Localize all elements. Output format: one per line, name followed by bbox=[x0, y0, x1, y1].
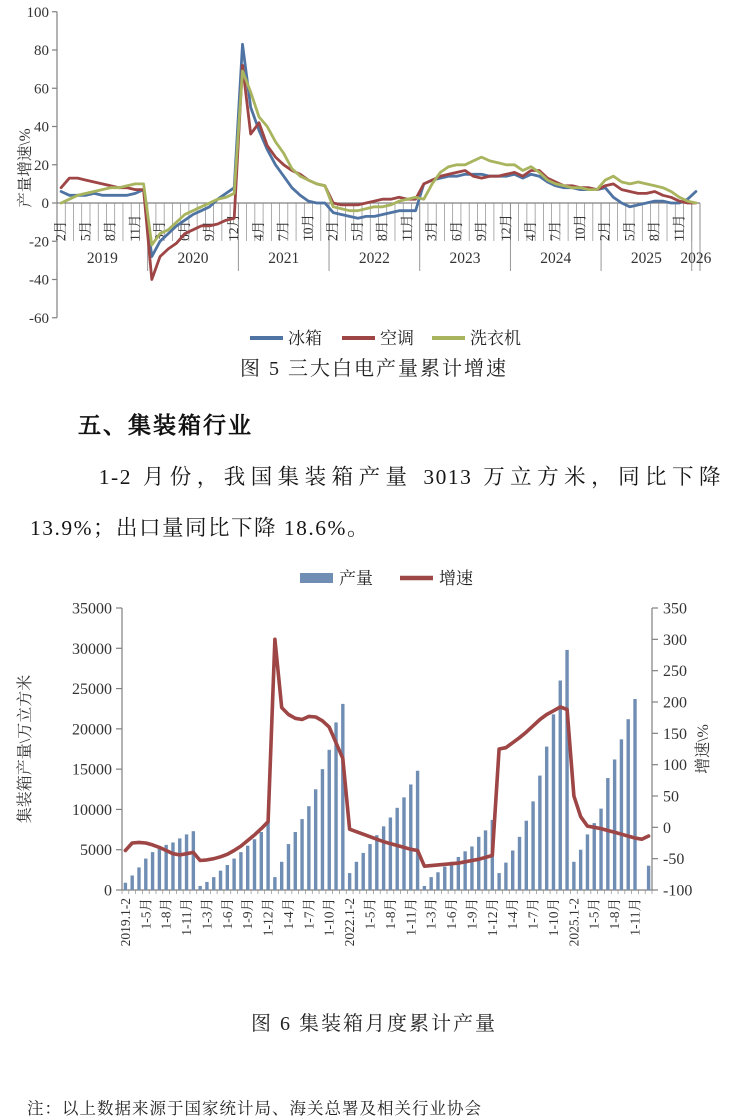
container-production-chart bbox=[0, 560, 748, 1005]
svg-text:0: 0 bbox=[663, 819, 671, 837]
svg-text:25000: 25000 bbox=[72, 681, 112, 699]
svg-text:0: 0 bbox=[41, 196, 49, 212]
svg-text:11月: 11月 bbox=[127, 214, 143, 241]
svg-text:产量增速\%: 产量增速\% bbox=[17, 128, 34, 208]
fig5-y-axis-title bbox=[16, 128, 34, 207]
svg-text:增速: 增速 bbox=[439, 569, 473, 588]
svg-text:9月: 9月 bbox=[201, 220, 217, 241]
svg-text:1-7月: 1-7月 bbox=[301, 898, 317, 930]
svg-text:1-3月: 1-3月 bbox=[423, 898, 439, 930]
svg-text:2020: 2020 bbox=[177, 250, 209, 267]
svg-text:8月: 8月 bbox=[646, 220, 662, 241]
svg-text:60: 60 bbox=[34, 81, 49, 98]
svg-text:0: 0 bbox=[104, 882, 112, 900]
svg-text:250: 250 bbox=[663, 663, 687, 681]
svg-text:-20: -20 bbox=[29, 234, 49, 251]
body-paragraph: 1-2 月份，我国集装箱产量 3013 万立方米，同比下降 13.9%；出口量同比下降 18.6%。 bbox=[30, 465, 722, 540]
svg-text:产量: 产量 bbox=[339, 569, 373, 588]
svg-text:8月: 8月 bbox=[374, 220, 390, 241]
svg-text:12月: 12月 bbox=[498, 214, 514, 241]
source-note: 注：以上数据来源于国家统计局、海关总署及相关行业协会 bbox=[27, 1099, 482, 1118]
svg-text:6月: 6月 bbox=[448, 220, 464, 241]
svg-text:3月: 3月 bbox=[424, 220, 440, 241]
svg-text:100: 100 bbox=[26, 4, 49, 21]
svg-text:5000: 5000 bbox=[80, 842, 112, 860]
svg-text:1-5月: 1-5月 bbox=[138, 898, 154, 930]
svg-text:1-12月: 1-12月 bbox=[484, 898, 500, 937]
svg-text:350: 350 bbox=[663, 600, 687, 618]
svg-text:2月: 2月 bbox=[325, 220, 341, 241]
svg-text:2月: 2月 bbox=[53, 220, 69, 241]
svg-text:1-6月: 1-6月 bbox=[444, 898, 460, 930]
figure6-caption: 图 6 集装箱月度累计产量 bbox=[251, 1013, 497, 1035]
section-heading: 五、集装箱行业 bbox=[78, 412, 253, 438]
white-goods-growth-chart bbox=[0, 0, 748, 350]
svg-text:2023: 2023 bbox=[449, 250, 481, 267]
svg-text:10月: 10月 bbox=[300, 214, 316, 241]
svg-text:11月: 11月 bbox=[399, 214, 415, 241]
svg-text:2022.1-2: 2022.1-2 bbox=[342, 898, 358, 947]
svg-text:集装箱产量\万立方米: 集装箱产量\万立方米 bbox=[17, 674, 34, 824]
svg-text:1-12月: 1-12月 bbox=[260, 898, 276, 937]
svg-text:2025.1-2: 2025.1-2 bbox=[566, 898, 582, 947]
svg-text:洗衣机: 洗衣机 bbox=[470, 329, 521, 348]
svg-text:2026: 2026 bbox=[680, 250, 712, 267]
svg-text:-50: -50 bbox=[663, 851, 685, 869]
svg-text:1-9月: 1-9月 bbox=[464, 898, 480, 930]
svg-text:100: 100 bbox=[663, 757, 687, 775]
svg-text:4月: 4月 bbox=[250, 220, 266, 241]
svg-text:200: 200 bbox=[663, 694, 687, 712]
fig5-axes bbox=[27, 5, 712, 327]
svg-text:300: 300 bbox=[663, 631, 687, 649]
svg-text:-60: -60 bbox=[29, 310, 49, 327]
svg-text:35000: 35000 bbox=[72, 600, 112, 618]
fig6-growth-line bbox=[125, 639, 648, 866]
svg-text:1-5月: 1-5月 bbox=[362, 898, 378, 930]
figure5-caption: 图 5 三大白电产量累计增速 bbox=[240, 358, 508, 380]
svg-text:2月: 2月 bbox=[597, 220, 613, 241]
svg-text:10000: 10000 bbox=[72, 801, 112, 819]
fig6-right-axis-title bbox=[694, 724, 712, 774]
svg-text:2022: 2022 bbox=[358, 250, 390, 267]
svg-text:空调: 空调 bbox=[380, 329, 414, 348]
svg-text:150: 150 bbox=[663, 725, 687, 743]
svg-text:1-4月: 1-4月 bbox=[505, 898, 521, 930]
svg-text:1-8月: 1-8月 bbox=[158, 898, 174, 930]
svg-text:冰箱: 冰箱 bbox=[288, 329, 322, 348]
svg-text:5月: 5月 bbox=[621, 220, 637, 241]
svg-text:30000: 30000 bbox=[72, 640, 112, 658]
svg-text:1-5月: 1-5月 bbox=[586, 898, 602, 930]
svg-text:1-8月: 1-8月 bbox=[607, 898, 623, 930]
svg-text:40: 40 bbox=[34, 119, 49, 136]
svg-text:1-6月: 1-6月 bbox=[219, 898, 235, 930]
svg-text:15000: 15000 bbox=[72, 761, 112, 779]
svg-text:4月: 4月 bbox=[523, 220, 539, 241]
fig6-left-axis-title bbox=[16, 675, 34, 823]
svg-text:2019: 2019 bbox=[86, 250, 118, 267]
svg-text:2024: 2024 bbox=[540, 250, 572, 267]
svg-text:1-11月: 1-11月 bbox=[403, 898, 419, 936]
svg-text:5月: 5月 bbox=[349, 220, 365, 241]
svg-text:1-11月: 1-11月 bbox=[179, 898, 195, 936]
svg-text:-40: -40 bbox=[29, 272, 49, 289]
svg-text:1-4月: 1-4月 bbox=[280, 898, 296, 930]
svg-text:20: 20 bbox=[34, 157, 49, 174]
svg-text:50: 50 bbox=[663, 788, 679, 806]
svg-text:1-9月: 1-9月 bbox=[240, 898, 256, 930]
fig6-legend bbox=[300, 569, 473, 588]
svg-text:增速\%: 增速\% bbox=[695, 724, 712, 774]
svg-text:2019.1-2: 2019.1-2 bbox=[117, 898, 133, 947]
svg-text:1-11月: 1-11月 bbox=[627, 898, 643, 936]
svg-text:7月: 7月 bbox=[547, 220, 563, 241]
fig6-x-tick-labels bbox=[118, 898, 643, 946]
svg-text:1-7月: 1-7月 bbox=[525, 898, 541, 930]
svg-text:1-10月: 1-10月 bbox=[545, 898, 561, 937]
svg-text:5月: 5月 bbox=[77, 220, 93, 241]
svg-text:10月: 10月 bbox=[572, 214, 588, 241]
svg-text:8月: 8月 bbox=[102, 220, 118, 241]
fig5-legend bbox=[250, 329, 521, 348]
svg-text:7月: 7月 bbox=[275, 220, 291, 241]
svg-text:-100: -100 bbox=[663, 882, 693, 900]
svg-text:9月: 9月 bbox=[473, 220, 489, 241]
svg-text:2021: 2021 bbox=[268, 250, 300, 267]
svg-text:20000: 20000 bbox=[72, 721, 112, 739]
svg-text:1-8月: 1-8月 bbox=[382, 898, 398, 930]
svg-text:2025: 2025 bbox=[630, 250, 662, 267]
svg-text:1-10月: 1-10月 bbox=[321, 898, 337, 937]
svg-text:80: 80 bbox=[34, 43, 49, 59]
svg-text:11月: 11月 bbox=[671, 214, 687, 241]
svg-text:3月: 3月 bbox=[152, 220, 168, 241]
svg-text:1-3月: 1-3月 bbox=[199, 898, 215, 930]
svg-text:12月: 12月 bbox=[226, 214, 242, 241]
svg-text:6月: 6月 bbox=[176, 220, 192, 241]
